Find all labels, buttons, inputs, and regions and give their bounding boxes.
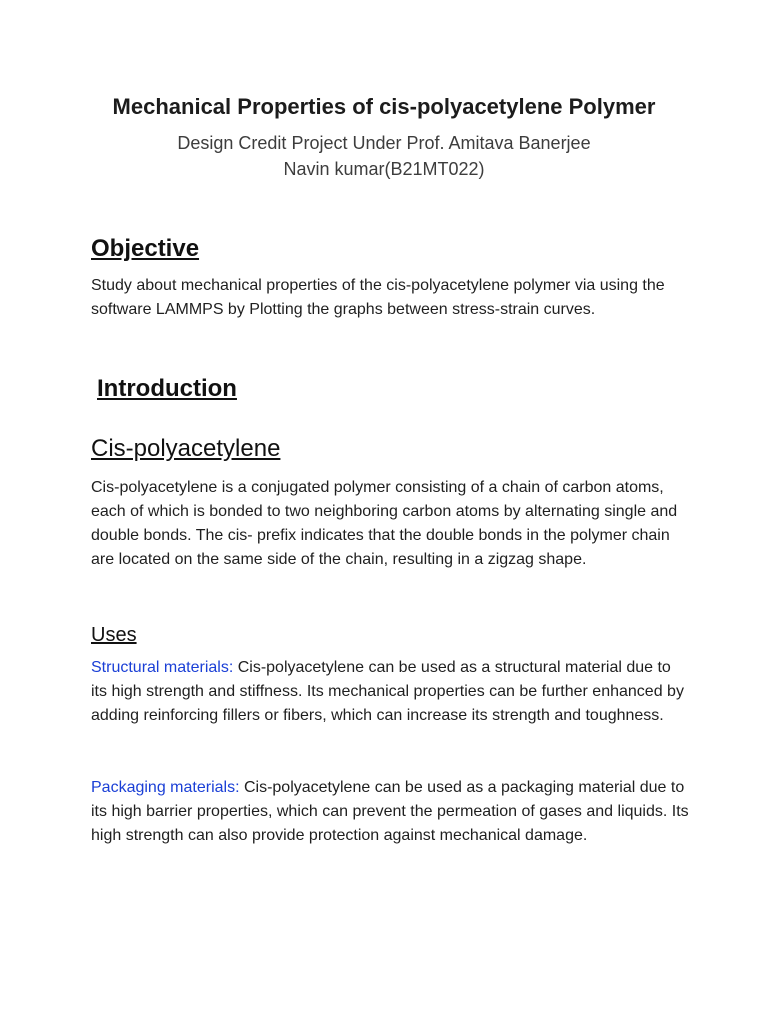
uses-item-packaging <box>91 776 691 848</box>
uses-item-text: Cis-polyacetylene can be used as a packaging material due to its high barrier properties, which can prevent the permeation of gases and liquids. Its high strength can also provide protection against mechanical damage. <box>91 779 689 844</box>
document-title: Mechanical Properties of cis-polyacetylene Polymer <box>112 94 656 119</box>
document-subtitle-author: Navin kumar(B21MT022) <box>283 159 485 179</box>
uses-item-label: Structural materials: <box>91 659 234 676</box>
uses-item-structural <box>91 656 691 728</box>
uses-item-label: Packaging materials: <box>91 779 240 796</box>
objective-paragraph: Study about mechanical properties of the cis-polyacetylene polymer via using the software LAMMPS by Plotting the graphs between stress-strain curves. <box>91 277 665 318</box>
objective-heading: Objective <box>91 235 200 262</box>
cis-polyacetylene-heading: Cis-polyacetylene <box>91 435 281 462</box>
introduction-heading: Introduction <box>97 375 237 402</box>
uses-heading: Uses <box>91 624 137 646</box>
cis-polyacetylene-paragraph: Cis-polyacetylene is a conjugated polymer consisting of a chain of carbon atoms, each of which is bonded to two neighboring carbon atoms by alternating single and double bonds. The cis- prefix indicates that the double bonds in the polymer chain are located on the same side of the chain, resulting in a zigzag shape. <box>91 479 678 568</box>
document-subtitle-project: Design Credit Project Under Prof. Amitava Banerjee <box>177 133 591 153</box>
uses-item-text: Cis-polyacetylene can be used as a structural material due to its high strength and stiffness. Its mechanical properties can be further enhanced by adding reinforcing fillers or fibers, which can increase its strength and toughness. <box>91 659 684 724</box>
